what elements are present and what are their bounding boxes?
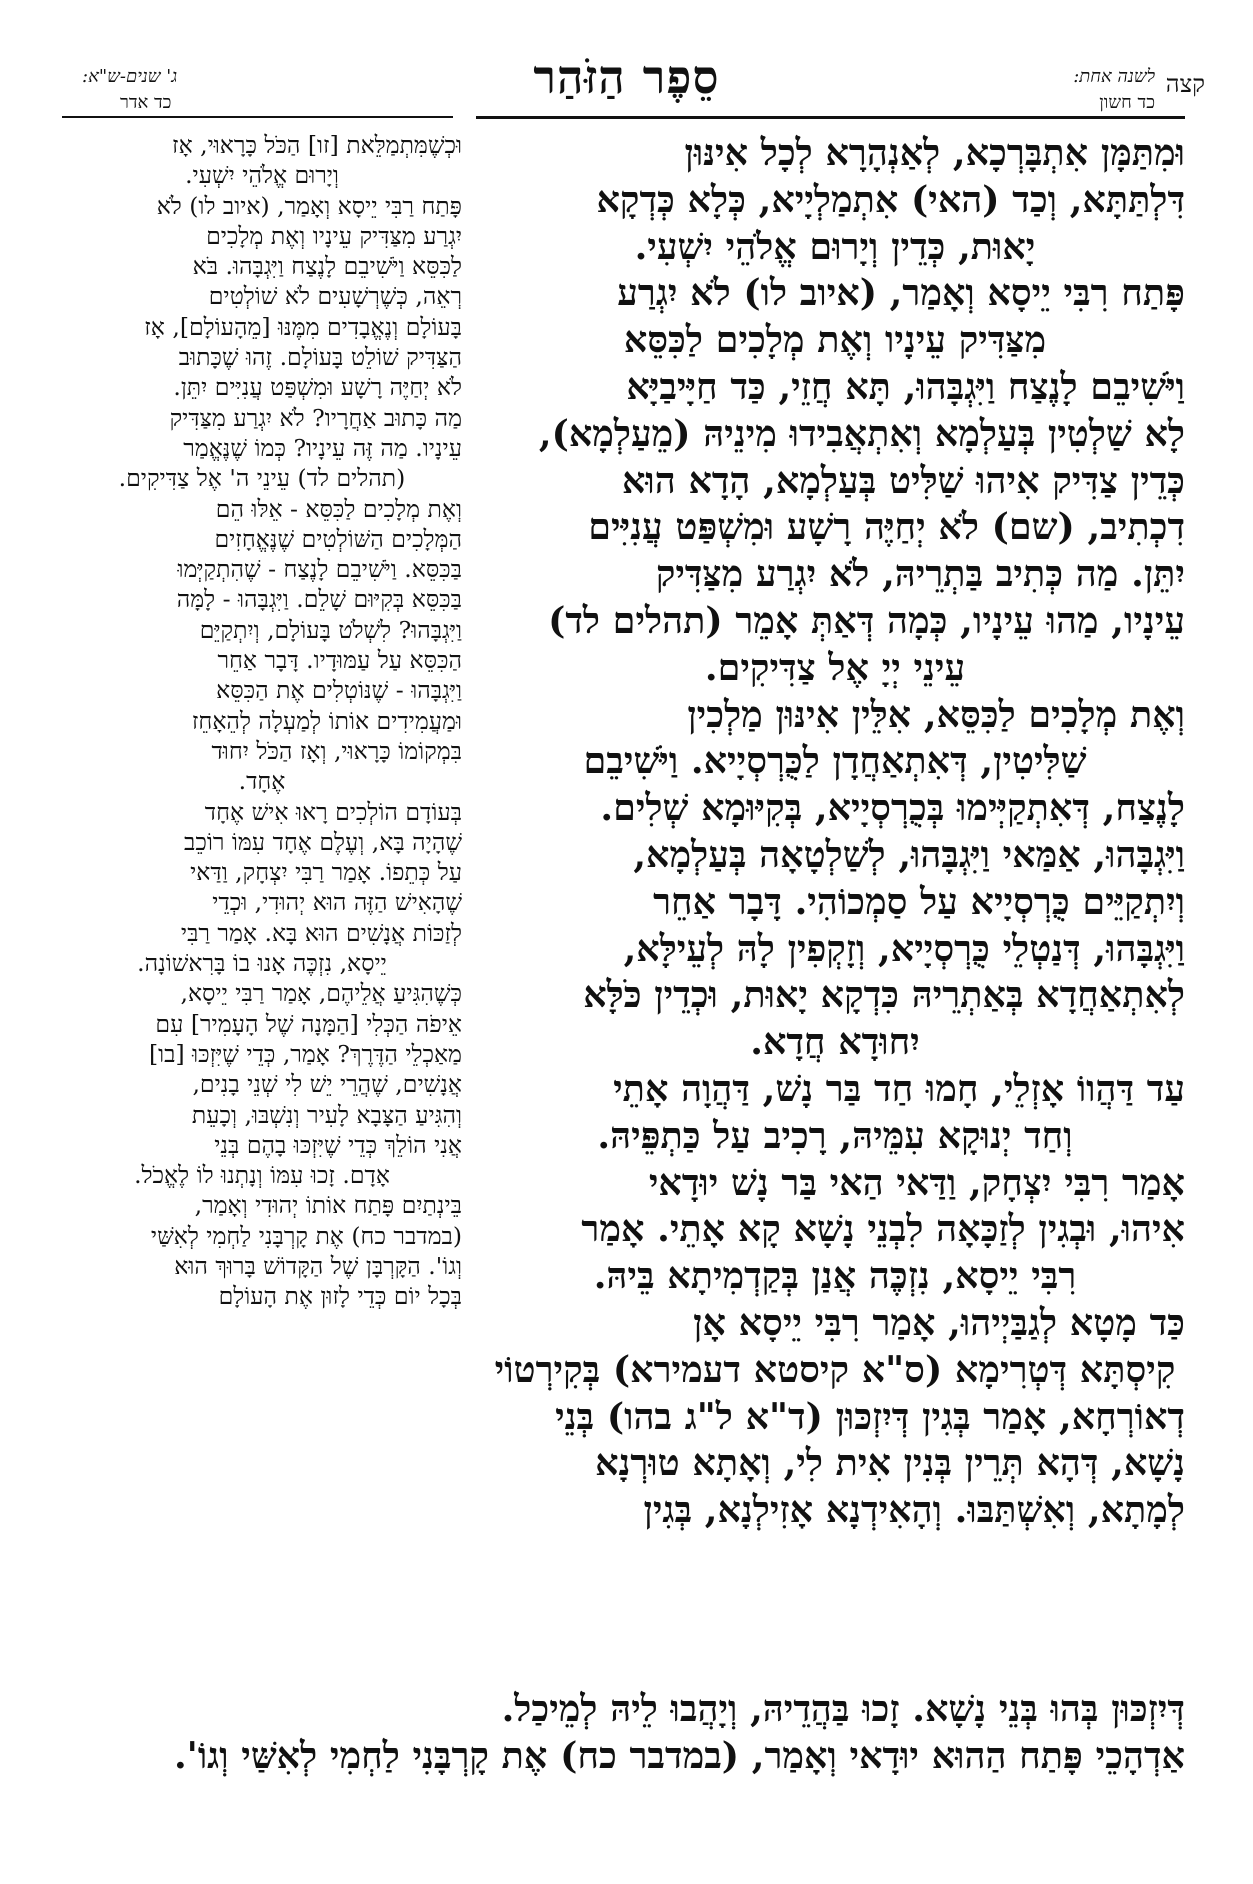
main-line: פָּתַח רִבִּי יֵיסָא וְאָמַר, (איוב לו) לֹא יִגְרַע	[617, 271, 1185, 315]
side-line: (תהלים לד) עֵינֵי ה' אֶל צַדִּיקִים.	[118, 464, 406, 493]
side-line: אֲנִי הוֹלֵךְ כְּדֵי שֶׁיִּזְכּוּ בָהֶם בְּנֵי	[214, 1130, 462, 1159]
main-line: וְאֶת מְלָכִים לַכִּסֵּא, אִלֵּין אִינּוּן מַלְכִין	[687, 692, 1185, 736]
full-width-line: דְּיִזְכּוּן בְּהוּ בְּנֵי נָשָׁא. זָכוּ בַּהֲדֵיהּ, וְיָהֲבוּ לֵיהּ לְמֵיכַל.	[501, 1687, 1185, 1730]
schedule-three-year-date: כד אדר	[120, 92, 172, 113]
main-line: עֵינֵי יְיָ אֶל צַדִּיקִים.	[704, 645, 966, 689]
schedule-one-year-label: לשנה אחת:	[1073, 66, 1155, 87]
main-line: וְחַד יְנוּקָא עִמֵּיהּ, רָכִיב עַל כַּתְפֵּיהּ.	[597, 1113, 1073, 1157]
side-line: אֵיפֹה הַכְּלִי [הַמָּנָה שֶׁל הָעָמִיר] עִם	[155, 1009, 462, 1038]
main-line: אִיהוּ, וּבְגִין לְזַכָּאָה לִבְנֵי נָשָׁא קָא אָתֵי. אָמַר	[581, 1207, 1185, 1251]
schedule-three-year-label: ג' שנים-ש"א:	[82, 66, 178, 87]
side-line: הַצַּדִּיק שׁוֹלֵט בָּעוֹלָם. זֶהוּ שֶׁכָּתוּב	[178, 343, 462, 372]
side-line: לֹא יְחַיֶּה רָשָׁע וּמִשְׁפַּט עֲנִיִּים יִתֵּן.	[173, 373, 462, 402]
side-line: לְזַכּוֹת אֲנָשִׁים הוּא בָּא. אָמַר רַבִּי	[180, 918, 462, 947]
side-line: בְּעוֹדָם הוֹלְכִים רָאוּ אִישׁ אֶחָד	[204, 797, 462, 826]
side-line: (במדבר כח) אֶת קָרְבָּנִי לַחְמִי לְאִשַּׁי	[150, 1221, 462, 1250]
main-line: וְיִתְקַיֵּים כֻּרְסְיָיא עַל סַמְכוֹהִי. דָּבָר אַחֵר	[653, 879, 1185, 923]
main-line: כְּדֵין צַדִּיק אִיהוּ שַׁלִּיט בְּעַלְמָא, הָדָא הוּא	[621, 458, 1185, 502]
main-line: אָמַר רִבִּי יִצְחָק, וַדַּאי הַאי בַּר נָשׁ יוּדָאי	[648, 1160, 1185, 1204]
side-line: שֶׁהָיָה בָּא, וְעֶלֶם אֶחָד עִמּוֹ רוֹכֵב	[184, 827, 462, 856]
full-width-line: אַדְהָכֵי פָּתַח הַהוּא יוּדָאי וְאָמַר, (במדבר כח) אֶת קָרְבָּנִי לַחְמִי לְאִשַּׁי וְגוֹ'.	[173, 1734, 1185, 1777]
main-line: וּמִתַּמָּן אִתְבָּרְכָא, לְאַנְהָרָא לְכָל אִינּוּן	[684, 131, 1185, 174]
page-number: קצה	[1165, 70, 1205, 98]
book-title: סֵפֶר הַזֹּהַר	[533, 50, 720, 104]
side-line: וְיָרוּם אֱלֹהֵי יִשְׁעִי.	[185, 161, 339, 190]
side-line: בֵּינְתַיִם פָּתַח אוֹתוֹ יְהוּדִי וְאָמַר,	[194, 1191, 462, 1220]
main-line: דִּלְתַּתָּא, וְכַד (האי) אִתְמַלְיָיא, כְּלָא כְּדְקָא	[596, 177, 1185, 221]
main-line: עֵינָיו, מַהוּ עֵינָיו, כְּמָה דְּאַתְּ אָמֵר (תהלים לד)	[548, 598, 1185, 642]
main-line: וַיֹּשִׁיבֵם לָנֶצַח וַיִּגְבָּהוּ, תָּא חֲזֵי, כַּד חַיָּיבַיָּא	[626, 364, 1185, 408]
side-line: וַיִּגְבָּהוּ - שֶׁנּוֹטְלִים אֶת הַכִּסֵּא	[216, 676, 462, 705]
main-line: וַיִּגְבָּהוּ, דְּנַטְלֵי כֻּרְסְיָיא, וְזָקְפִין לָהּ לְעֵילָּא,	[623, 926, 1185, 970]
main-aramaic-column	[485, 130, 1185, 1534]
side-line: מַאַכְלֵי הַדֶּרֶךְ? אָמַר, כְּדֵי שֶׁיִּזְכּוּ [בו]	[148, 1039, 462, 1068]
main-line: דְאוֹרְחָא, אָמַר בְּגִין דְּיִזְכּוּן (ד"א ל"ג בהו) בְּנֵי	[555, 1394, 1185, 1438]
side-line: וְאֶת מְלָכִים לַכִּסֵּא - אֵלּוּ הֵם	[215, 494, 462, 523]
main-line: לָנֶצַח, דְּאִתְקַיְּימוּ בְּכֻרְסְיָיא, בְּקִיּוּמָא שְׁלִים.	[600, 786, 1185, 830]
side-line: וְגוֹ'. הַקָּרְבָּן שֶׁל הַקָּדוֹשׁ בָּרוּךְ הוּא	[174, 1251, 462, 1280]
side-line: וְהִגִּיעַ הַצָּבָא לָעִיר וְנִשְׁבּוּ, וְכָעֵת	[191, 1100, 462, 1129]
side-line: כְּשֶׁהִגִּיעַ אֲלֵיהֶם, אָמַר רַבִּי יֵיסָא,	[180, 979, 462, 1008]
main-line: שַׁלִּיטִין, דְּאִתְאַחֲדָן לַכֻּרְסְיָיא. וַיֹּשִׁיבֵם	[583, 739, 1087, 783]
main-line: עַד דַּהֲווֹ אָזְלֵי, חָמוּ חַד בַּר נָשׁ, דַּהֲוָה אָתֵי	[613, 1066, 1185, 1110]
main-line: דִכְתִיב, (שם) לֹא יְחַיֶּה רָשָׁע וּמִשְׁפַּט עֲנִיִּים	[588, 505, 1185, 549]
main-line: יָאוּת, כְּדֵין וְיָרוּם אֱלֹהֵי יִשְׁעִי.	[634, 224, 1036, 268]
side-line: בַּכִּסֵּא. וַיֹּשִׁיבֵם לָנֶצַח - שֶׁהִתְקַיְּמוּ	[177, 555, 462, 584]
side-line: עַל כְּתֵפוֹ. אָמַר רַבִּי יִצְחָק, וַדַּאי	[190, 858, 462, 887]
side-line: אָדָם. זָכוּ עִמּוֹ וְנָתְנוּ לוֹ לֶאֱכֹל.	[134, 1161, 390, 1190]
main-line: קִיסְתָּא דְּטְרִימָא (ס"א קיסטא דעמירא) בְּקִירְטוֹי	[494, 1347, 1176, 1391]
header-rule-main	[476, 116, 1185, 119]
side-line: אֶחָד.	[238, 767, 286, 796]
main-line: נָשָׁא, דְּהָא תְּרֵין בְּנִין אִית לִי, וְאָתָא טוּרְנָא	[595, 1441, 1185, 1485]
side-line: שֶׁהָאִישׁ הַזֶּה הוּא יְהוּדִי, וּכְדֵי	[212, 888, 462, 917]
side-line: רְאֵה, כְּשֶׁרְשָׁעִים לֹא שׁוֹלְטִים	[208, 282, 462, 311]
main-line: יִתֵּן. מַה כְּתִיב בַּתְרֵיהּ, לֹא יִגְרַע מִצַּדִּיק	[655, 552, 1185, 596]
side-line: הַמְּלָכִים הַשּׁוֹלְטִים שֶׁנֶּאֱחָזִים	[214, 524, 462, 553]
side-line: אֲנָשִׁים, שֶׁהֲרֵי יֵשׁ לִי שְׁנֵי בָנִים,	[192, 1070, 462, 1099]
side-line: וּכְשֶׁמִּתְמַלֵּאת [זו] הַכֹּל כָּרָאוּי, אָז	[172, 131, 462, 159]
side-line: בָּעוֹלָם וְנֶאֱבָדִים מִמֶּנּוּ [מֵהָעוֹלָם], אָז	[144, 312, 462, 341]
header-rule-side	[62, 116, 453, 118]
side-line: בְּכָל יוֹם כְּדֵי לָזוּן אֶת הָעוֹלָם	[218, 1282, 462, 1311]
side-line: הַכִּסֵּא עַל עַמּוּדָיו. דָּבָר אַחֵר	[217, 646, 462, 675]
side-line: לַכִּסֵּא וַיֹּשִׁיבֵם לָנֶצַח וַיִּגְבָּהוּ. בֹּא	[192, 252, 462, 281]
main-line: לְמָתָא, וְאִשְׁתַּבּוּ. וְהָאִידְנָא אָזִילְנָא, בְּגִין	[643, 1488, 1185, 1532]
side-translation-column	[62, 130, 462, 1312]
side-line: וַיִּגְבָּהוּ? לִשְׁלֹט בָּעוֹלָם, וְיִתְקַיֵּם	[199, 615, 462, 644]
main-line: לְאִתְאַחֲדָא בְּאַתְרֵיהּ כִּדְקָא יָאוּת, וּכְדֵין כֹּלָּא	[583, 973, 1185, 1017]
schedule-one-year-date: כד חשון	[1099, 92, 1155, 113]
main-line: רִבִּי יֵיסָא, נִזְכֶּה אֲנַן בְּקַדְמִיתָא בֵּיהּ.	[593, 1254, 1077, 1298]
main-line: מִצַּדִּיק עֵינָיו וְאֶת מְלָכִים לַכִּסֵּא	[623, 318, 1047, 362]
main-line: וַיִּגְבָּהוּ, אַמַּאי וַיִּגְבָּהוּ, לְשַׁלְטָאָה בְּעַלְמָא,	[633, 832, 1185, 876]
side-line: בַּכִּסֵּא בְּקִיּוּם שָׁלֵם. וַיִּגְבָּהוּ - לָמָּה	[176, 585, 462, 614]
side-line: יֵיסָא, נִזְכֶּה אָנוּ בוֹ בָּרִאשׁוֹנָה.	[137, 949, 387, 978]
side-line: מַה כָּתוּב אַחֲרָיו? לֹא יִגְרַע מִצַּדִּיק	[169, 403, 462, 432]
side-line: עֵינָיו. מַה זֶּה עֵינָיו? כְּמוֹ שֶׁנֶּאֱמַר	[183, 433, 462, 462]
main-line: לָא שַׁלְטִין בְּעַלְמָא וְאִתְאֲבִידוּ מִינֵיהּ (מֵעַלְמָא),	[538, 411, 1185, 455]
main-line: כַּד מָטָא לְגַבַּיְיהוּ, אָמַר רִבִּי יֵיסָא אָן	[693, 1300, 1185, 1344]
side-line: פָּתַח רַבִּי יֵיסָא וְאָמַר, (איוב לו) לֹא	[156, 191, 462, 220]
side-line: יִגְרַע מִצַּדִּיק עֵינָיו וְאֶת מְלָכִים	[206, 221, 462, 250]
main-line: יִחוּדָא חֲדָא.	[750, 1020, 920, 1064]
side-line: וּמַעֲמִידִים אוֹתוֹ לְמַעְלָה לְהֵאָחֵז	[191, 706, 462, 735]
side-line: בִּמְקוֹמוֹ כָּרָאוּי, וְאָז הַכֹּל יִחוּד	[211, 736, 462, 765]
